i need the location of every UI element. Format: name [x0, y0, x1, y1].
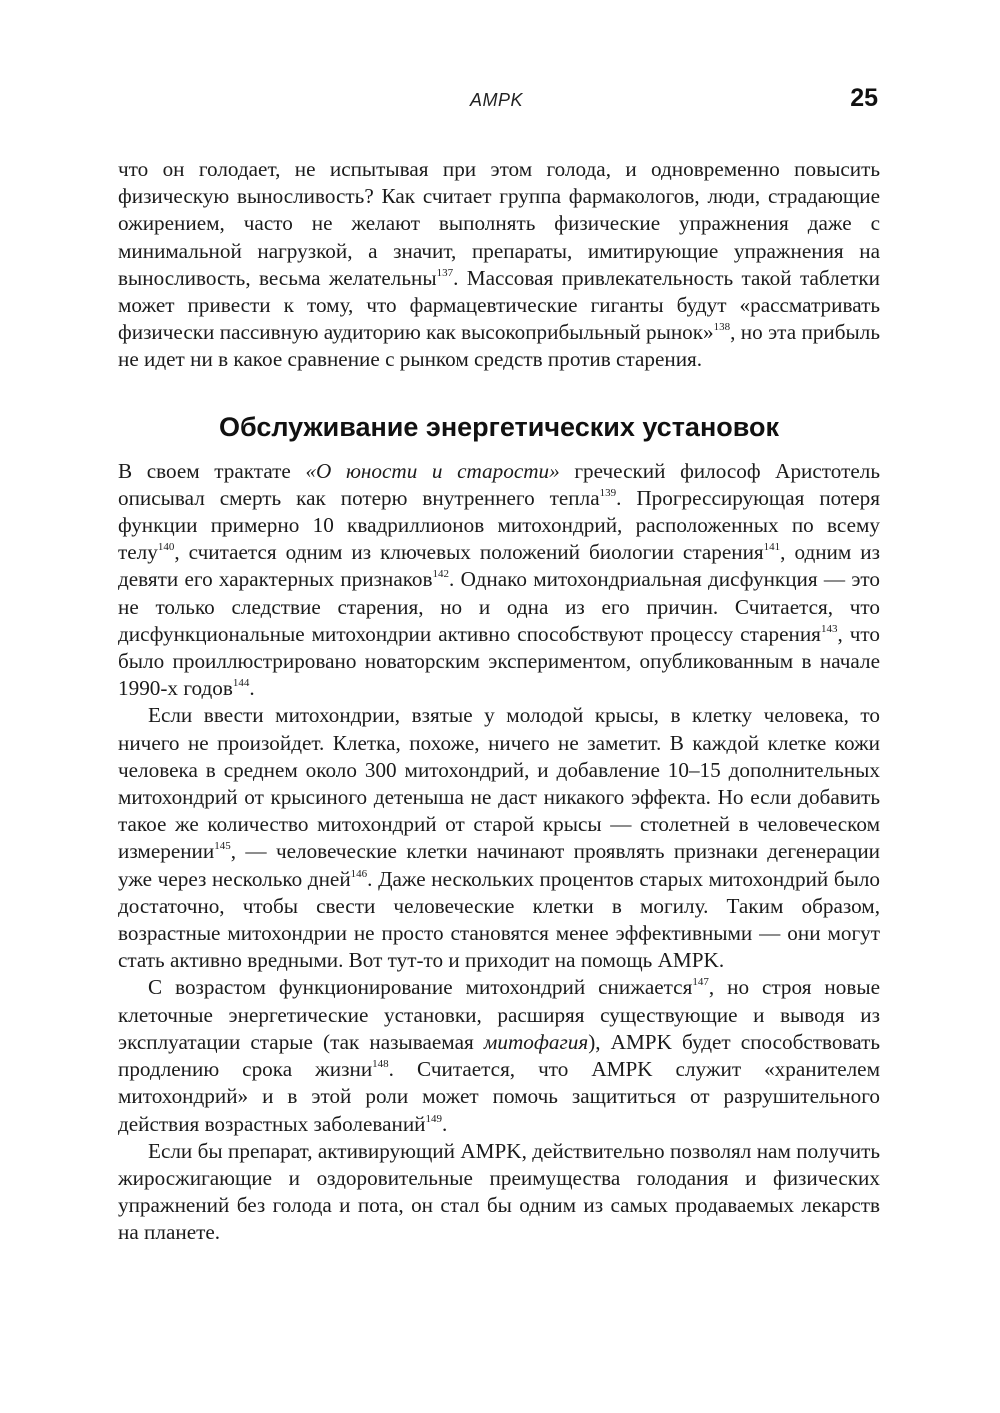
- footnote-ref: 149: [425, 1112, 443, 1125]
- text-run: С возрастом функционирование митохондрий снижается: [148, 975, 693, 1000]
- running-header: [0, 84, 1000, 120]
- paragraph: [118, 974, 880, 1137]
- text-run: . Считается, что AMPK служит «хранителем митохондрий» и в этой роли может помочь защититься от разрушительного действия возрастных заболеваний: [118, 1057, 880, 1136]
- text-run: Если бы препарат, активирующий AMPK, действительно позволял нам получить жиросжигающие и оздоровительные преимущества голодания и физических упражнений без голода и пота, он стал бы одним из самых продаваемых лекарств на планете.: [118, 1138, 880, 1245]
- text-run: .: [249, 676, 255, 701]
- italic-text: митофагия: [483, 1029, 589, 1054]
- text-run: . Массовая привлекательность такой таблетки может привести к тому, что фармацевтические гиганты будут «рассматривать физически пассивную аудиторию как высокоприбыльный рынок»: [118, 265, 880, 345]
- footnote-ref: 137: [436, 266, 454, 279]
- text-run: , одним из девяти его характерных признаков: [118, 540, 881, 592]
- footnote-ref: 146: [350, 867, 368, 880]
- running-title: AMPK: [470, 90, 524, 110]
- text-run: , но эта прибыль не идет ни в какое сравнение с рынком средств против старения.: [118, 320, 880, 372]
- italic-text: «О юности и старости»: [305, 458, 560, 483]
- footnote-ref: 143: [820, 622, 838, 635]
- text-run: ), AMPK будет способствовать продлению срока жизни: [118, 1029, 881, 1082]
- text-run: . Даже нескольких процентов старых митохондрий было достаточно, чтобы свести человеческие клетки в могилу. Таким образом, возрастные митохондрии не просто становятся менее эффективными — они могут стать активно вредными. Вот тут-то и приходит на помощь AMPK.: [118, 866, 880, 973]
- text-run: В своем трактате: [118, 458, 306, 483]
- text-run: , но строя новые клеточные энергетические установки, расширяя существующие и выводя из эксплуатации старые (так называемая: [118, 975, 880, 1054]
- text-run: . Прогрессирующая потеря функции примерно 10 квадриллионов митохондрий, расположенных по всему телу: [118, 485, 880, 565]
- text-run: , что было проиллюстрировано новаторским экспериментом, опубликованным в начале 1990-х годов: [118, 621, 880, 701]
- text-run: . Однако митохондриальная дисфункция — это не только следствие старения, но и одна из его причин. Считается, что дисфункциональные митохондрии активно способствуют процессу старения: [118, 567, 881, 646]
- paragraph: [118, 1138, 880, 1247]
- footnote-ref: 144: [232, 677, 250, 690]
- text-run: .: [442, 1111, 448, 1136]
- footnote-ref: 147: [692, 976, 709, 989]
- page-body: [118, 156, 880, 1247]
- footnote-ref: 145: [214, 840, 231, 853]
- text-run: что он голодает, не испытывая при этом голода, и одновременно повысить физическую выносливость? Как считает группа фармакологов, люди, страдающие ожирением, часто не желают выполнять физические упражнения даже с минимальной нагрузкой, а значит, препараты, имитирующие упражнения на выносливость, весьма желательны: [118, 157, 880, 290]
- text-run: греческий философ Аристотель описывал смерть как потерю внутреннего тепла: [118, 458, 880, 510]
- paragraph: [118, 702, 880, 974]
- section-heading: Обслуживание энергетических установок: [219, 411, 779, 442]
- text-run: , — человеческие клетки начинают проявлять признаки дегенерации уже через несколько дней: [118, 839, 880, 891]
- text-run: , считается одним из ключевых положений биологии старения: [174, 540, 764, 565]
- footnote-ref: 142: [432, 568, 450, 581]
- paragraph: [118, 458, 880, 703]
- footnote-ref: 139: [599, 486, 617, 499]
- text-run: Если ввести митохондрии, взятые у молодой крысы, в клетку человека, то ничего не произойдет. Клетка, похоже, ничего не заметит. В каждой клетке кожи человека в среднем около 300 митохондрий, и добавление 10–15 дополнительных митохондрий от крысиного детеныша не даст никакого эффекта. Но если добавить такое же количество митохондрий от старой крысы — столетней в человеческом измерении: [118, 703, 880, 864]
- footnote-ref: 140: [157, 541, 175, 554]
- paragraph: [118, 156, 880, 374]
- footnote-ref: 138: [713, 321, 731, 334]
- footnote-ref: 141: [763, 541, 781, 554]
- page-number: 25: [850, 84, 878, 112]
- footnote-ref: 148: [372, 1058, 389, 1071]
